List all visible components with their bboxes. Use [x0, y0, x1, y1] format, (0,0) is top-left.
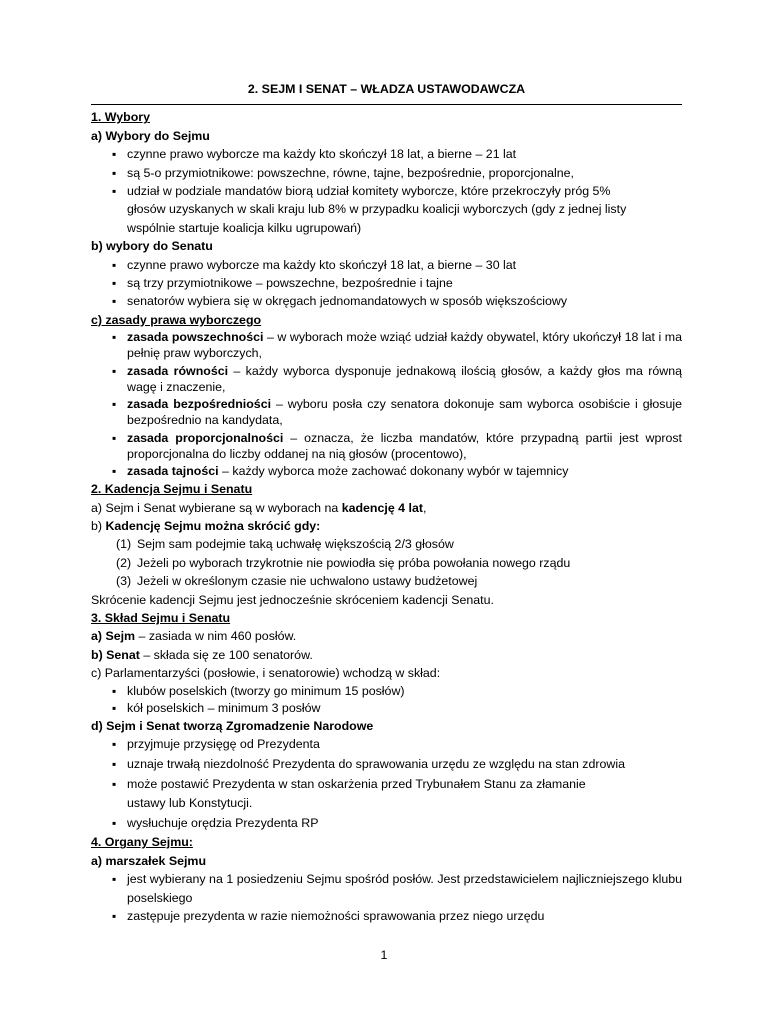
sejm-text: – zasiada w nim 460 posłów.: [135, 629, 297, 644]
list-item: ▪ są trzy przymiotnikowe – powszechne, bezpośrednie i tajne: [91, 274, 682, 292]
list-item: ▪ wysłuchuje orędzia Prezydenta RP: [91, 814, 682, 834]
term-length-line: [91, 499, 682, 517]
subsection-1b-list: [91, 256, 682, 311]
section-2-heading: 2. Kadencja Sejmu i Senatu: [91, 482, 253, 497]
item-text: Jeżeli po wyborach trzykrotnie nie powiodła się próba powołania nowego rządu: [137, 555, 571, 570]
list-item: [91, 396, 682, 428]
sejm-composition: [91, 627, 682, 645]
list-item: [91, 554, 682, 572]
principle-term: zasada tajności: [127, 463, 219, 478]
item-text: Jeżeli w określonym czasie nie uchwalono ustawy budżetowej: [137, 574, 478, 589]
list-item: [91, 329, 682, 361]
subsection-1a-heading: a) Wybory do Sejmu: [91, 128, 210, 143]
item-number: (3): [116, 574, 132, 589]
section-1-heading: 1. Wybory: [91, 110, 150, 125]
term-shortening-list: [91, 535, 682, 590]
list-item: ▪ czynne prawo wyborcze ma każdy kto skończył 18 lat, a bierne – 30 lat: [91, 256, 682, 274]
parliamentary-groups-list: [91, 683, 682, 716]
marshal-heading: a) marszałek Sejmu: [91, 853, 207, 868]
list-item: ▪ klubów poselskich (tworzy go minimum 15 posłów): [91, 683, 682, 699]
list-item: ▪ czynne prawo wyborcze ma każdy kto skończył 18 lat, a bierne – 21 lat: [91, 145, 682, 163]
list-item: ▪ może postawić Prezydenta w stan oskarżenia przed Trybunałem Stanu za złamanie ustawy lub Konstytucji.: [91, 775, 682, 814]
national-assembly-heading: d) Sejm i Senat tworzą Zgromadzenie Narodowe: [91, 718, 374, 733]
national-assembly-list: [91, 735, 682, 833]
principle-term: zasada powszechności: [127, 330, 264, 345]
list-item: ▪ zastępuje prezydenta w razie niemożności sprawowania przez niego urzędu: [91, 907, 682, 925]
term-length-end: ,: [422, 500, 427, 515]
page-number: 1: [380, 948, 388, 962]
subsection-1b-heading: b) wybory do Senatu: [91, 239, 213, 254]
term-shortening-prefix: b): [91, 518, 106, 533]
subsection-1c-heading: c) zasady prawa wyborczego: [91, 312, 262, 327]
term-length-bold: kadencję 4 lat: [341, 500, 423, 515]
list-item: ▪ są 5-o przymiotnikowe: powszechne, równe, tajne, bezpośrednie, proporcjonalne,: [91, 164, 682, 182]
principle-text: – wyboru posła czy senatora dokonuje sam wyborca osobiście i głosuje bezpośrednio na kandydata,: [127, 397, 682, 428]
section-4-heading: 4. Organy Sejmu:: [91, 835, 193, 850]
list-item: ▪ udział w podziale mandatów biorą udział komitety wyborcze, które przekroczyły próg 5% głosów uzyskanych w skali kraju lub 8% w przypadku koalicji wyborczych (gdy z jednej listy wspólnie startuje koalicja kilku ugrupowań): [91, 182, 682, 237]
parliamentarians-line: c) Parlamentarzyści (posłowie, i senatorowie) wchodzą w skład:: [91, 666, 441, 681]
term-length-text: a) Sejm i Senat wybierane są w wyborach na: [91, 500, 342, 515]
list-item: [91, 430, 682, 462]
list-item: ▪ uznaje trwałą niezdolność Prezydenta do sprawowania urzędu ze względu na stan zdrowia: [91, 755, 682, 775]
list-item: ▪ senatorów wybiera się w okręgach jednomandatowych w sposób większościowy: [91, 292, 682, 310]
section-3-heading: 3. Skład Sejmu i Senatu: [91, 610, 231, 625]
list-item: [91, 463, 682, 479]
list-item: ▪ kół poselskich – minimum 3 posłów: [91, 700, 682, 716]
term-shortening-line: [91, 517, 682, 535]
item-number: (1): [116, 537, 132, 552]
list-item: [91, 363, 682, 395]
list-item: [91, 572, 682, 590]
item-number: (2): [116, 555, 132, 570]
subsection-1a-list: [91, 145, 682, 237]
document-title: 2. SEJM I SENAT – WŁADZA USTAWODAWCZA: [247, 82, 526, 96]
principle-term: zasada równości: [127, 363, 229, 378]
list-item: ▪ przyjmuje przysięgę od Prezydenta: [91, 735, 682, 755]
item-text: Sejm sam podejmie taką uchwałę większością 2/3 głosów: [137, 537, 454, 552]
senate-text: – składa się ze 100 senatorów.: [139, 647, 313, 662]
term-note: Skrócenie kadencji Sejmu jest jednocześnie skróceniem kadencji Senatu.: [91, 592, 494, 607]
senate-label: b) Senat: [91, 647, 140, 662]
title-rule: [91, 104, 682, 105]
list-item: [91, 535, 682, 553]
senate-composition: [91, 646, 682, 664]
electoral-principles-list: [91, 329, 682, 479]
term-shortening-bold: Kadencję Sejmu można skrócić gdy:: [105, 518, 321, 533]
principle-text: – każdy wyborca dysponuje jednakową ilością głosów, a każdy głos ma równą wagę i znaczenie,: [127, 363, 682, 394]
principle-term: zasada proporcjonalności: [127, 430, 284, 445]
principle-text: – każdy wyborca może zachować dokonany wybór w tajemnicy: [218, 463, 569, 478]
list-item: ▪ jest wybierany na 1 posiedzeniu Sejmu spośród posłów. Jest przedstawicielem najliczniejszego klubu poselskiego: [91, 870, 682, 907]
principle-text: – oznacza, że liczba mandatów, które przypadną partii jest wprost proporcjonalna do liczby oddanej na nią głosów (procentowo),: [127, 430, 682, 461]
principle-text: – w wyborach może wziąć udział każdy obywatel, który ukończył 18 lat i ma pełnię praw wyborczych,: [127, 330, 682, 361]
marshal-list: [91, 870, 682, 925]
sejm-label: a) Sejm: [91, 629, 136, 644]
principle-term: zasada bezpośredniości: [127, 397, 272, 412]
